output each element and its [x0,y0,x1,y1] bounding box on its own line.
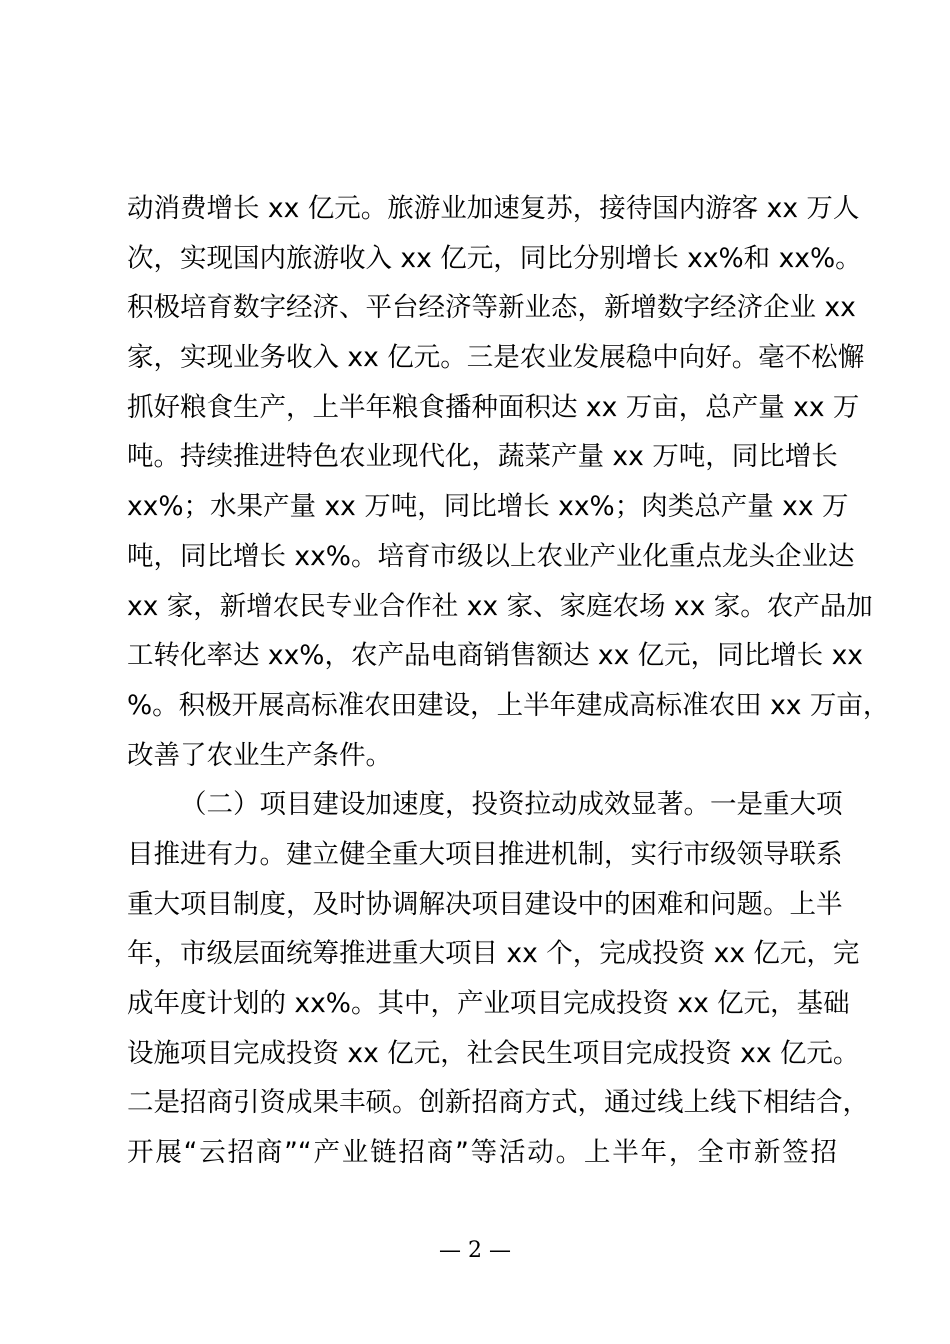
document-body [127,184,890,1178]
text-line: 重大项目制度，及时协调解决项目建设中的困难和问题。上半 [127,888,843,920]
text-line: 动消费增长 xx 亿元。旅游业加速复苏，接待国内游客 xx 万人 [127,193,860,224]
text-line: 吨，同比增长 xx%。培育市级以上农业产业化重点龙头企业达 [127,540,855,572]
paragraph-1 [127,184,890,780]
text-line: 目推进有力。建立健全重大项目推进机制，实行市级领导联系 [127,838,843,870]
text-line: 年，市级层面统筹推进重大项目 xx 个，完成投资 xx 亿元，完 [127,938,860,970]
text-line: 积极培育数字经济、平台经济等新业态，新增数字经济企业 xx [127,292,856,324]
text-line: %。积极开展高标准农田建设，上半年建成高标准农田 xx 万亩， [127,689,890,721]
paragraph-2 [127,780,869,1178]
text-line: xx 家，新增农民专业合作社 xx 家、家庭农场 xx 家。农产品加 [127,590,873,622]
text-line: 次，实现国内旅游收入 xx 亿元，同比分别增长 xx%和 xx%。 [127,242,862,274]
text-line: 开展“云招商”“产业链招商”等活动。上半年，全市新签招 [127,1137,837,1169]
text-line: xx%；水果产量 xx 万吨，同比增长 xx%；肉类总产量 xx 万 [127,491,849,523]
page-number: — 2 — [439,1238,511,1263]
text-line: 家，实现业务收入 xx 亿元。三是农业发展稳中向好。毫不松懈 [127,342,865,374]
text-line: 抓好粮食生产，上半年粮食播种面积达 xx 万亩，总产量 xx 万 [127,391,860,423]
text-line: 工转化率达 xx%，农产品电商销售额达 xx 亿元，同比增长 xx [127,640,863,672]
text-line: 二是招商引资成果丰硕。创新招商方式，通过线上线下相结合， [127,1087,869,1119]
text-line: 吨。持续推进特色农业现代化，蔬菜产量 xx 万吨，同比增长 [127,441,838,473]
text-line: 设施项目完成投资 xx 亿元，社会民生项目完成投资 xx 亿元。 [127,1037,860,1069]
section-heading-line: （二）项目建设加速度，投资拉动成效显著。一是重大项 [180,789,843,821]
text-line: 改善了农业生产条件。 [127,739,392,771]
text-line: 成年度计划的 xx%。其中，产业项目完成投资 xx 亿元，基础 [127,988,850,1019]
